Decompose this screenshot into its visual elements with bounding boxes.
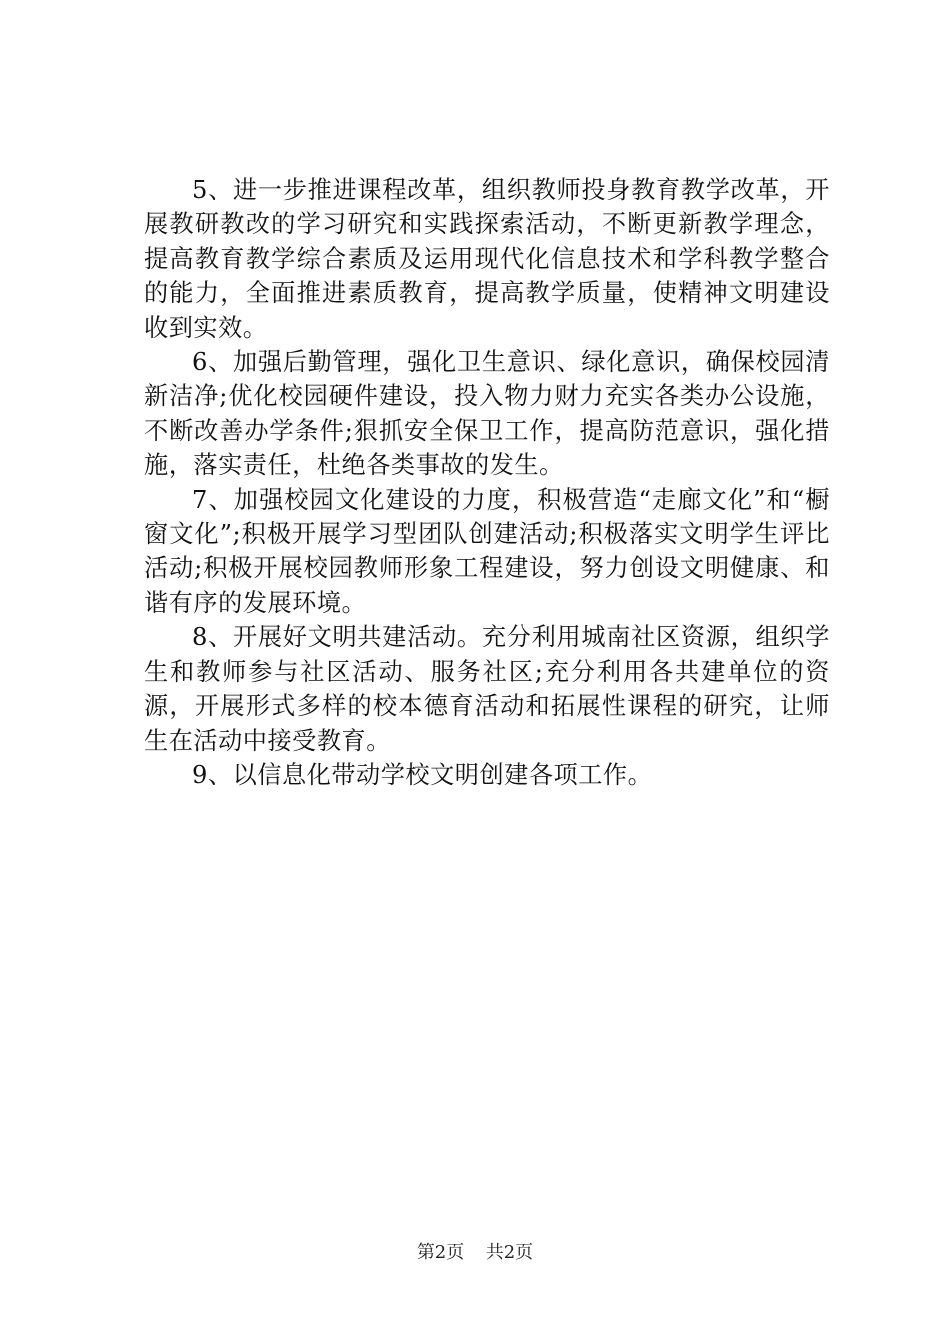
paragraph-item-8: 8、开展好文明共建活动。充分利用城南社区资源，组织学生和教师参与社区活动、服务社区;充分利用各共建单位的资源，开展形式多样的校本德育活动和拓展性课程的研究，让师生在活动中接受教育。	[144, 623, 830, 755]
paragraph-item-5: 5、进一步推进课程改革，组织教师投身教育教学改革，开展教研教改的学习研究和实践探索活动，不断更新教学理念，提高教育教学综合素质及运用现代化信息技术和学科教学整合的能力，全面推进素质教育，提高教学质量，使精神文明建设收到实效。	[144, 176, 830, 342]
document-body	[144, 173, 830, 792]
page-total: 共2页	[485, 1242, 534, 1263]
page-number: 第2页	[416, 1242, 465, 1263]
paragraph-item-7: 7、加强校园文化建设的力度，积极营造“走廊文化”和“橱窗文化”;积极开展学习型团队创建活动;积极落实文明学生评比活动;积极开展校园教师形象工程建设，努力创设文明健康、和谐有序的发展环境。	[144, 485, 830, 617]
paragraph-item-9: 9、以信息化带动学校文明创建各项工作。	[192, 760, 653, 789]
page-footer	[0, 1241, 950, 1265]
paragraph-item-6: 6、加强后勤管理，强化卫生意识、绿化意识，确保校园清新洁净;优化校园硬件建设，投入物力财力充实各类办公设施，不断改善办学条件;狠抓安全保卫工作，提高防范意识，强化措施，落实责任，杜绝各类事故的发生。	[144, 348, 830, 480]
